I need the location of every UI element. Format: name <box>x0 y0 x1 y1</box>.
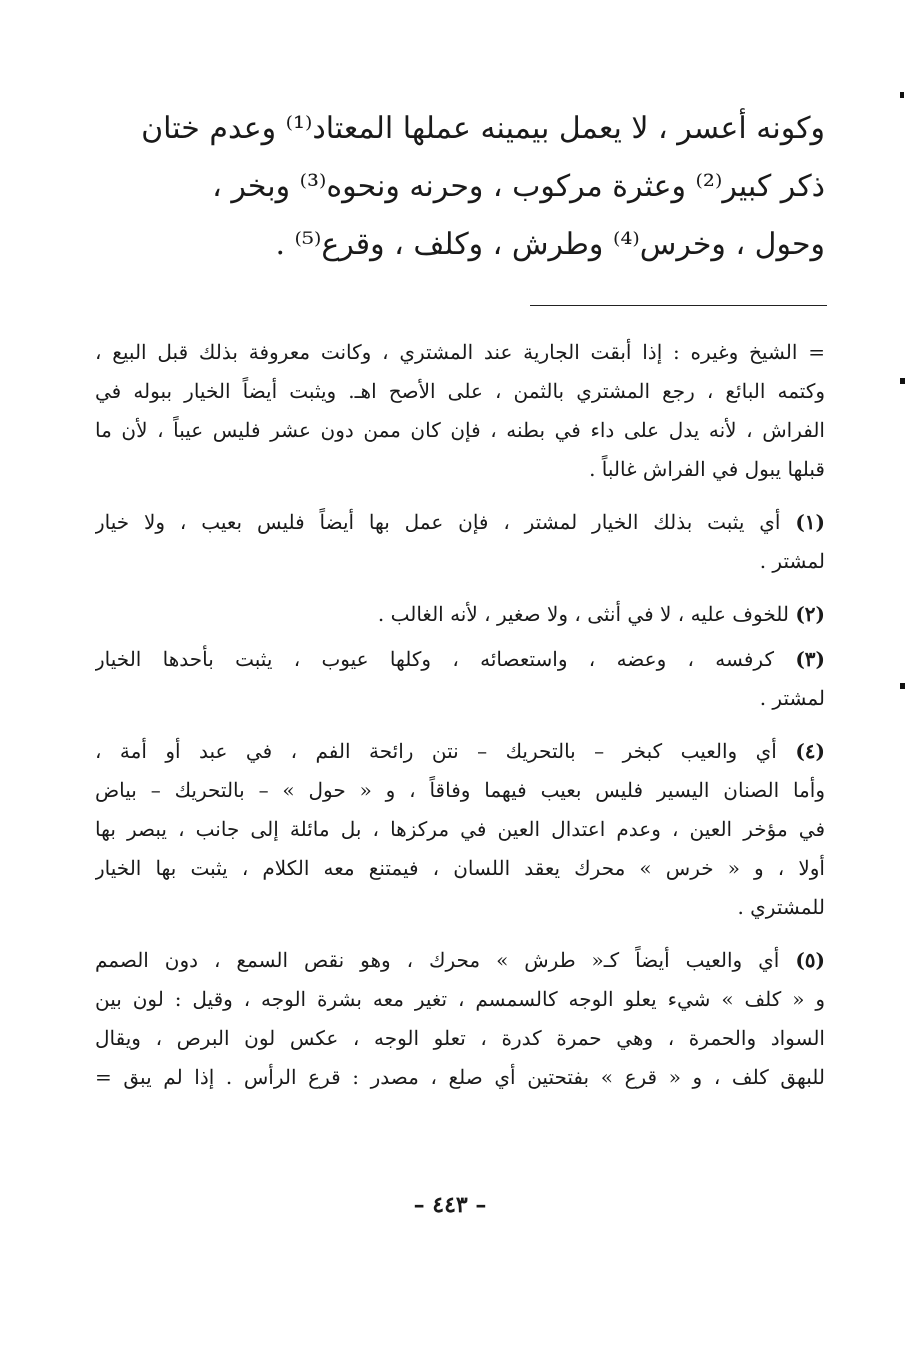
margin-mark <box>900 378 905 384</box>
footnote-line: لمشتر . <box>759 686 825 710</box>
footnotes <box>95 333 825 1097</box>
footnote-line: وكتمه البائع ، رجع المشتري بالثمن ، على الأصح اهـ. ويثبت أيضاً الخيار ببوله في <box>95 379 825 403</box>
footnote-1 <box>95 503 825 581</box>
footnote-3 <box>95 640 825 718</box>
footnote-continuation <box>95 333 825 489</box>
margin-mark <box>900 92 904 98</box>
footnote-line: أولا ، و « خرس » محرك يعقد اللسان ، فيمتنع معه الكلام ، يثبت بها الخيار <box>95 856 825 880</box>
footnote-number: (٢) <box>795 602 825 626</box>
footnote-number: (٥) <box>795 948 825 972</box>
footnote-line: لمشتر . <box>759 549 825 573</box>
footnote-line: و « كلف » شيء يعلو الوجه كالسمسم ، تغير معه بشرة الوجه ، وقيل : لون بين <box>95 987 825 1011</box>
footnote-line: للخوف عليه ، لا في أنثى ، ولا صغير ، لأنه الغالب . <box>377 602 789 626</box>
page-number: – ٤٤٣ – <box>413 1192 487 1218</box>
footnote-line: أي يثبت بذلك الخيار لمشتر ، فإن عمل بها أيضاً فليس بعيب ، ولا خيار <box>95 510 781 534</box>
main-text <box>95 100 825 274</box>
footnote-number: (١) <box>795 510 825 534</box>
main-text-line: وكونه أعسر ، لا يعمل بيمينه عملها المعتاد⁽¹⁾ وعدم ختان <box>141 111 825 146</box>
footnote-number: (٣) <box>795 647 825 671</box>
footnote-line: الفراش ، لأنه يدل على داء في بطنه ، فإن كان ممن دون عشر فليس عيباً ، لأن ما <box>95 418 825 442</box>
footnote-divider <box>530 305 827 306</box>
footnote-line: للمشتري . <box>737 895 825 919</box>
footnote-line: وأما الصنان اليسير فليس بعيب فيهما وفاقاً ، و « حول » – بالتحريك – بياض <box>95 778 825 802</box>
footnote-line: في مؤخر العين ، وعدم اعتدال العين في مركزها ، بل مائلة إلى جانب ، يبصر بها <box>95 817 825 841</box>
footnote-line: كرفسه ، وعضه ، واستعصائه ، وكلها عيوب ، يثبت بأحدها الخيار <box>95 647 774 671</box>
margin-mark <box>900 683 905 689</box>
footnote-line: أي والعيب أيضاً كـ« طرش » محرك ، وهو نقص السمع ، دون الصمم <box>95 948 780 972</box>
footnote-line: = الشيخ وغيره : إذا أبقت الجارية عند المشتري ، وكانت معروفة بذلك قبل البيع ، <box>95 340 825 364</box>
footnote-4 <box>95 732 825 927</box>
footnote-line: السواد والحمرة ، وهي حمرة كدرة ، تعلو الوجه ، عكس لون البرص ، ويقال <box>95 1026 825 1050</box>
footnote-2 <box>95 595 825 634</box>
footnote-line: قبلها يبول في الفراش غالباً . <box>589 457 825 481</box>
footnote-line: أي والعيب كبخر – بالتحريك – نتن رائحة الفم ، في عبد أو أمة ، <box>95 739 777 763</box>
footnote-number: (٤) <box>795 739 825 763</box>
footnote-5 <box>95 941 825 1097</box>
footnote-line: للبهق كلف ، و « قرع » بفتحتين أي صلع ، مصدر : قرع الرأس . إذا لم يبق = <box>95 1065 825 1089</box>
main-text-line: ذكر كبير⁽²⁾ وعثرة مركوب ، وحرنه ونحوه⁽³⁾ وبخر ، <box>212 169 825 204</box>
main-text-line: وحول ، وخرس⁽⁴⁾ وطرش ، وكلف ، وقرع⁽⁵⁾ . <box>275 227 825 262</box>
